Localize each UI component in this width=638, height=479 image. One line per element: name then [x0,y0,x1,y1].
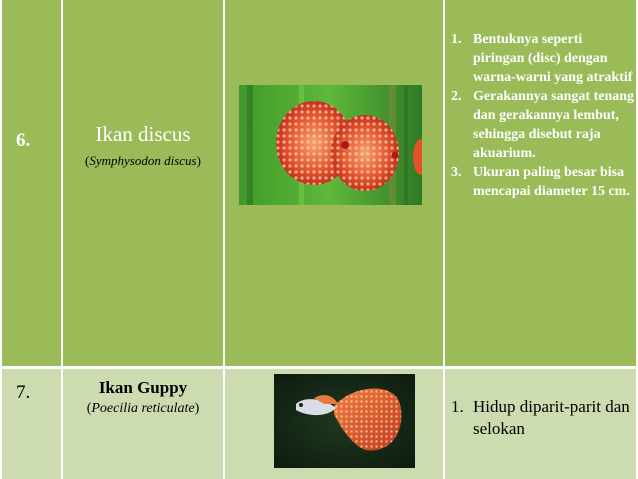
list-item-text: Hidup diparit-parit dan selokan [473,397,630,438]
discus-fish-photo [239,85,422,205]
list-item-number: 1. [451,32,462,47]
list-item [445,87,635,163]
list-item-number: 2. [451,89,462,104]
row-7-scientific-name: (Poecilia reticulate) [86,401,200,416]
row-6-traits-cell [445,30,635,201]
row-7-scientific-text: Poecilia reticulate [91,401,195,416]
row-6-name: Ikan discus [95,122,191,146]
row-6-number: 6. [16,130,31,151]
list-item [445,30,635,87]
row-7-name: Ikan Guppy [98,378,188,397]
list-item-text: Bentuknya seperti piringan (disc) dengan warna-warni yang atraktif [473,32,633,85]
list-item [445,396,635,440]
list-item [445,163,635,201]
row-7-name-cell [63,378,223,417]
list-item-number: 3. [451,165,462,180]
row-divider [0,366,638,369]
row-7-traits-cell [445,396,635,440]
row-7-traits-list [445,396,635,440]
row-6-name-cell [63,122,223,169]
table-border-left [0,0,2,479]
row-6-scientific-name: (Symphysodon discus) [85,153,201,168]
list-item-text: Gerakannya sangat tenang dan gerakannya lembut, sehingga disebut raja akuarium. [473,89,635,161]
row-7-number: 7. [16,382,31,403]
guppy-fish-photo [274,374,415,468]
column-divider-2 [223,0,225,479]
row-6-scientific-text: Symphysodon discus [89,153,197,168]
list-item-text: Ukuran paling besar bisa mencapai diameter 15 cm. [473,165,630,199]
list-item-number: 1. [451,397,464,416]
row-6-traits-list [445,30,635,201]
